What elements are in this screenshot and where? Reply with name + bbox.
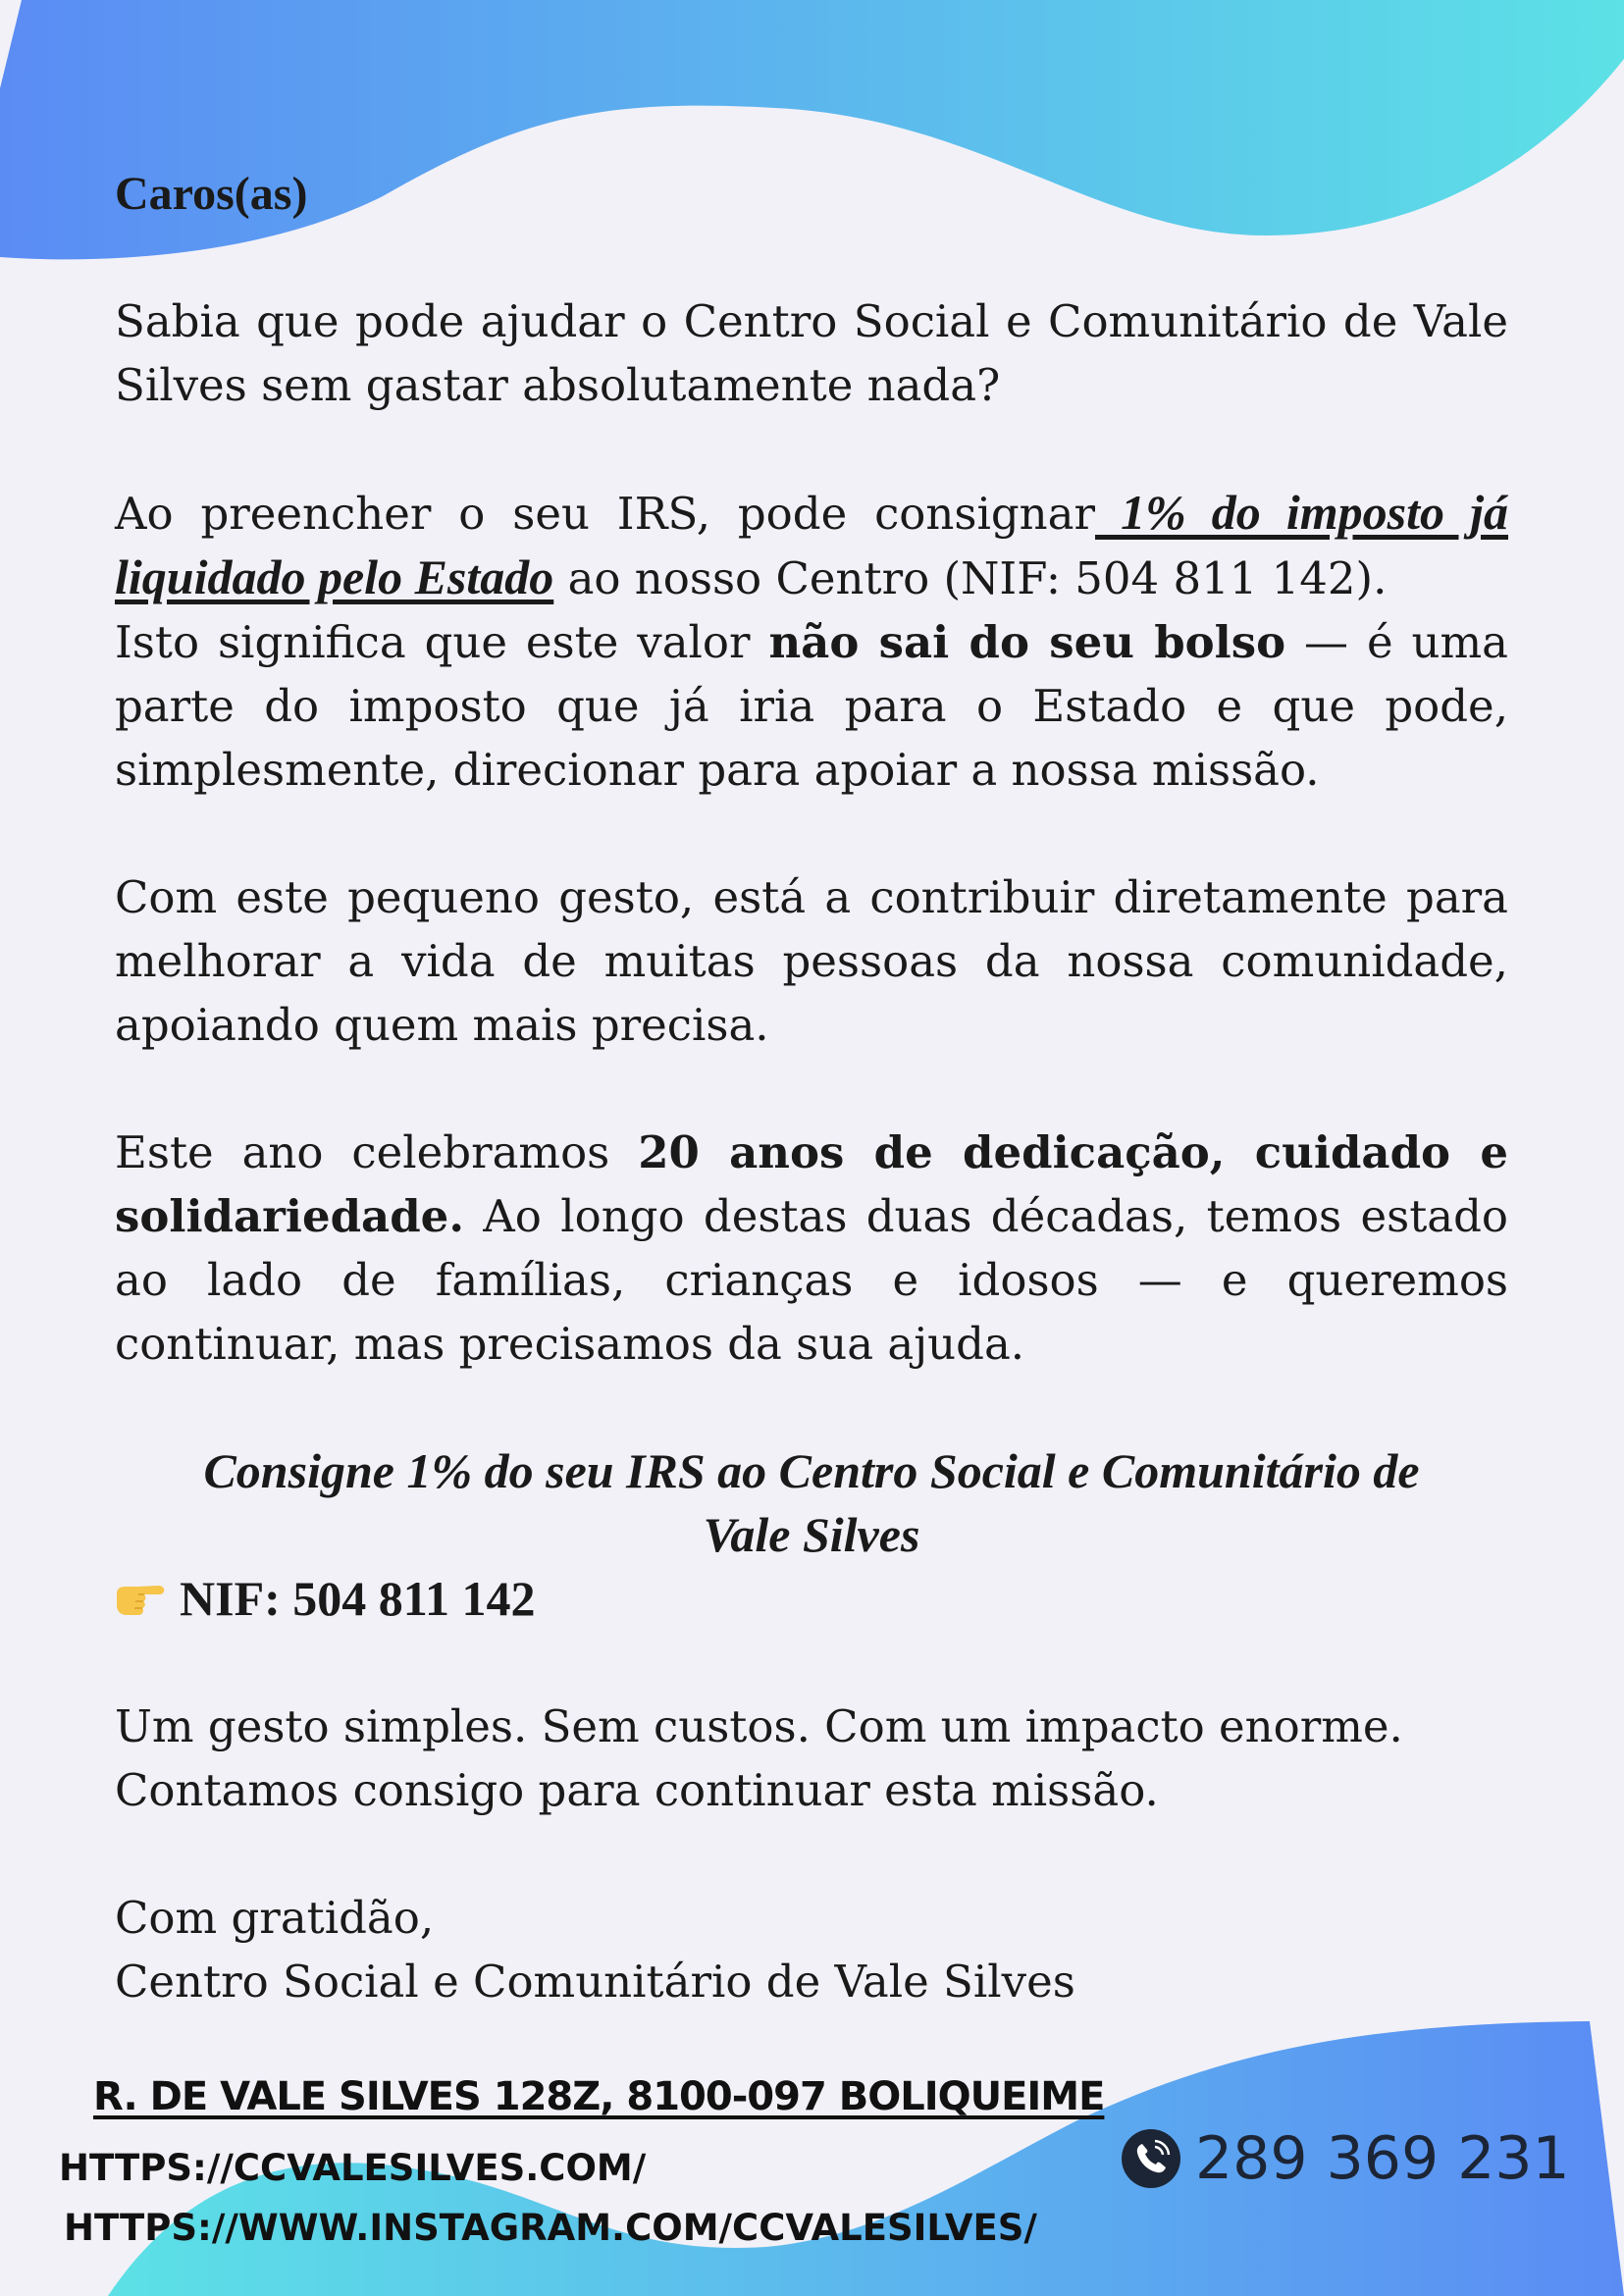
letter-body bbox=[115, 162, 1508, 2013]
emphasis-link-text: 1% do imposto já liquidado pelo Estado bbox=[115, 485, 1508, 604]
footer-address: R. DE VALE SILVES 128Z, 8100-097 BOLIQUEIME bbox=[93, 2074, 1105, 2119]
paragraph-impact: Com este pequeno gesto, está a contribuir diretamente para melhorar a vida de muitas pessoas da nossa comunidade, apoiando quem mais precisa. bbox=[115, 871, 1508, 1051]
closing-line-2: Contamos consigo para continuar esta missão. bbox=[115, 1764, 1159, 1816]
phone-number: 289 369 231 bbox=[1195, 2124, 1570, 2193]
nif-text: NIF: 504 811 142 bbox=[180, 1571, 536, 1626]
paragraph-explanation: Isto significa que este valor não sai do seu bolso — é uma parte do imposto que já iria para o Estado e que pode, simplesmente, direcionar para apoiar a nossa missão. bbox=[115, 616, 1509, 796]
closing-line-1: Um gesto simples. Sem custos. Com um impacto enorme. bbox=[115, 1700, 1403, 1752]
paragraph-irs: Ao preencher o seu IRS, pode consignar 1% do imposto já liquidado pelo Estado ao nosso Centro (NIF: 504 811 142). bbox=[115, 485, 1508, 604]
footer-instagram-link[interactable]: HTTPS://WWW.INSTAGRAM.COM/CCVALESILVES/ bbox=[64, 2207, 1037, 2249]
signature: Centro Social e Comunitário de Vale Silves bbox=[115, 1956, 1075, 2008]
paragraph-intro: Sabia que pode ajudar o Centro Social e Comunitário de Vale Silves sem gastar absolutamente nada? bbox=[115, 295, 1508, 411]
pointing-hand-icon bbox=[115, 1580, 166, 1619]
paragraph-anniversary: Este ano celebramos 20 anos de dedicação, cuidado e solidariedade. Ao longo destas duas décadas, temos estado ao lado de famílias, crianças e idosos — e queremos continuar, mas precisamos da sua ajuda. bbox=[115, 1126, 1508, 1370]
footer-phone[interactable] bbox=[1121, 2124, 1570, 2193]
call-to-action: Consigne 1% do seu IRS ao Centro Social e Comunitário de Vale Silves bbox=[203, 1443, 1420, 1562]
greeting: Caros(as) bbox=[115, 168, 308, 220]
signoff: Com gratidão, bbox=[115, 1892, 435, 1944]
nif-line bbox=[115, 1567, 1508, 1631]
phone-icon bbox=[1121, 2128, 1181, 2189]
footer-website-link[interactable]: HTTPS://CCVALESILVES.COM/ bbox=[59, 2147, 647, 2189]
